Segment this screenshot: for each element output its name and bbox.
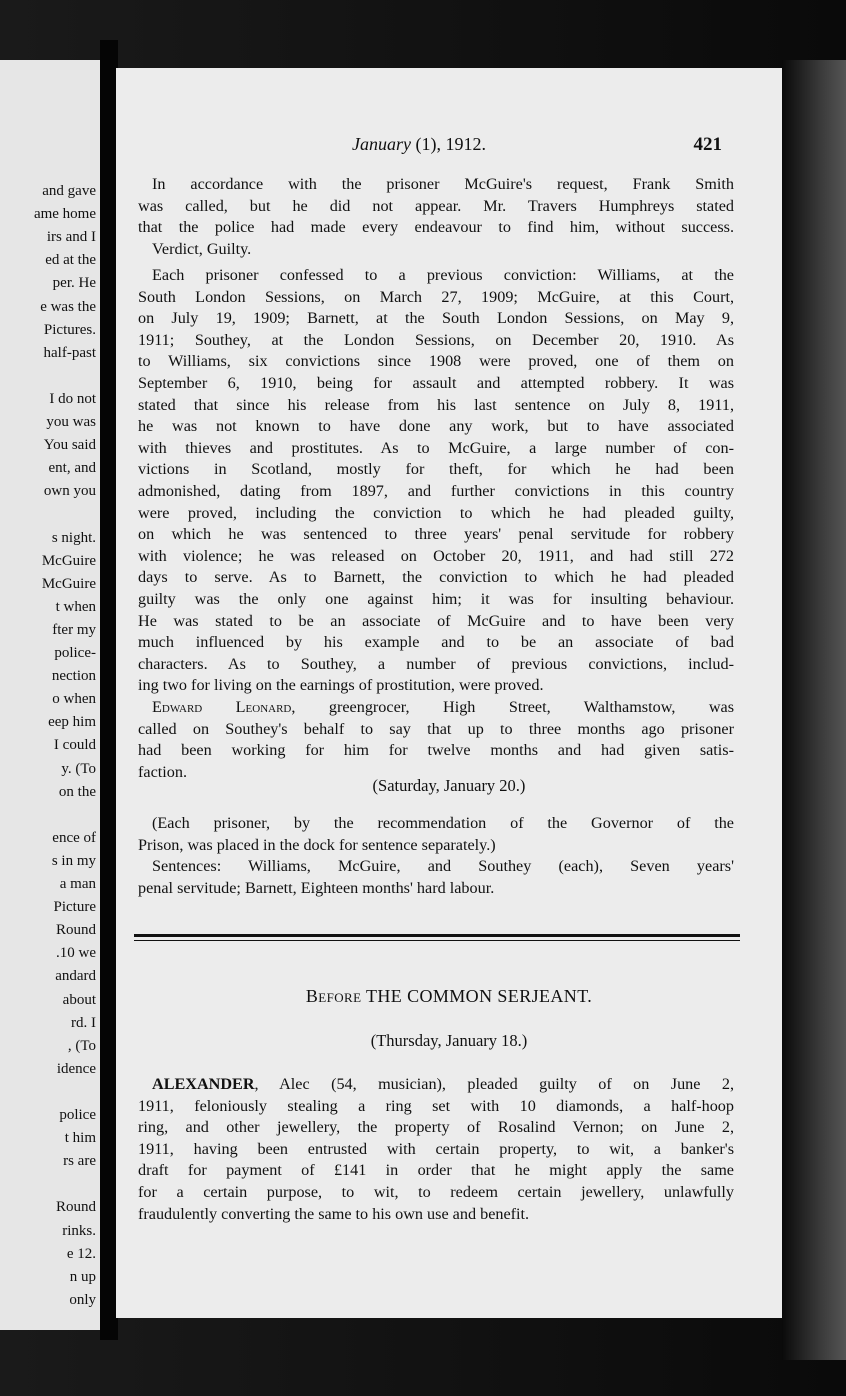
book-page xyxy=(116,68,782,1318)
text-line: on which he was sentenced to three years' penal servitude for robbery xyxy=(138,525,734,544)
text-line: September 6, 1910, being for assault and attempted robbery. It was xyxy=(138,373,734,392)
text-line: on July 19, 1909; Barnett, at the South London Sessions, on May 9, xyxy=(138,309,734,328)
left-page-fragment: McGuire xyxy=(41,575,96,592)
text-line: In accordance with the prisoner McGuire's request, Frank Smith xyxy=(152,175,734,193)
text-line: draft for payment of £141 in order that he might apply the same xyxy=(138,1161,734,1180)
text-line: Prison, was placed in the dock for sentence separately.) xyxy=(138,835,496,854)
paragraph-request xyxy=(138,174,734,260)
text-line: victions in Scotland, mostly for theft, for which he had been xyxy=(138,460,734,479)
text-line: with violence; he was released on October 20, 1911, and had still 272 xyxy=(138,546,734,565)
text-line: admonished, dating from 1897, and further convictions in this country xyxy=(138,481,734,500)
verdict-line: Verdict, Guilty. xyxy=(152,239,252,258)
heading-title: THE COMMON SERJEANT. xyxy=(361,986,593,1006)
left-page-fragment: s night. xyxy=(51,529,96,546)
text-line: guilty was the only one against him; it was for insulting behaviour. xyxy=(138,589,734,608)
paragraph-alexander xyxy=(138,1074,734,1225)
header-date: (1), 1912. xyxy=(410,134,486,154)
left-page-fragment: eep him xyxy=(48,714,96,731)
left-page-fragment: you was xyxy=(46,414,96,430)
text-line: fraudulently converting the same to his own use and benefit. xyxy=(138,1204,530,1223)
left-page-fragment: per. He xyxy=(52,275,96,292)
left-page-fragment: irs and I xyxy=(46,229,96,246)
text-line: He was stated to be an associate of McGuire and to have been very xyxy=(138,611,734,630)
text-line: much influenced by his example and to be an associate of bad xyxy=(138,633,734,652)
left-facing-page xyxy=(0,60,100,1330)
left-page-fragment: idence xyxy=(56,1060,96,1077)
text-line: stated that since his release from his last sentence on July 8, 1911, xyxy=(138,395,734,414)
left-page-fragment: about xyxy=(62,991,96,1008)
section-heading xyxy=(116,986,782,1007)
section-divider-top xyxy=(134,934,740,937)
left-page-fragment: Picture xyxy=(53,899,96,916)
left-page-fragment: ence of xyxy=(52,829,96,846)
left-page-fragment: I do not xyxy=(49,390,96,407)
left-page-fragment: e was the xyxy=(40,298,96,315)
left-page-fragment: n up xyxy=(69,1268,96,1285)
text-line: for a certain purpose, to wit, to redeem certain jewellery, unlawfully xyxy=(138,1182,734,1201)
section-divider-bottom xyxy=(134,940,740,941)
text-line: ring, and other jewellery, the property of Rosalind Vernon; on June 2, xyxy=(138,1118,734,1137)
text-line: called on Southey's behalf to say that up to three months ago prisoner xyxy=(138,719,734,738)
left-page-fragment: , (To xyxy=(67,1037,96,1054)
left-page-fragment: You said xyxy=(43,437,96,454)
text-line: 1911, feloniously stealing a ring set with 10 diamonds, a half-hoop xyxy=(138,1096,734,1115)
left-page-fragment: a man xyxy=(59,876,96,892)
text-line: Sentences: Williams, McGuire, and Southey (each), Seven years' xyxy=(152,857,734,876)
left-page-fragment: ent, and xyxy=(48,460,96,477)
text-line: with thieves and prostitutes. As to McGuire, a large number of con- xyxy=(138,438,734,457)
left-page-fragment: half-past xyxy=(43,344,96,361)
left-page-fragment: rinks. xyxy=(62,1222,96,1239)
left-page-fragment: I could xyxy=(53,737,96,754)
text-line: to Williams, six convictions since 1908 were proved, one of them on xyxy=(138,352,734,371)
text-line: (Each prisoner, by the recommendation of the Governor of the xyxy=(152,814,734,832)
text-line xyxy=(138,697,734,719)
witness-name: Edward Leonard xyxy=(152,698,292,716)
left-page-fragment: police xyxy=(59,1107,96,1123)
left-page-fragment: .10 we xyxy=(56,945,96,962)
left-page-fragment: s in my xyxy=(51,852,96,869)
left-page-fragment: Pictures. xyxy=(43,321,96,338)
header-month: January xyxy=(352,134,411,154)
text-line: was called, but he did not appear. Mr. Travers Humphreys stated xyxy=(138,196,734,215)
left-page-fragment: t when xyxy=(55,598,96,615)
text-line: Each prisoner confessed to a previous conviction: Williams, at the xyxy=(152,266,734,284)
left-page-fragment: o when xyxy=(52,691,96,708)
text-line: penal servitude; Barnett, Eighteen months' hard labour. xyxy=(138,878,495,897)
date-heading-thursday: (Thursday, January 18.) xyxy=(370,1031,528,1050)
text-span: , greengrocer, High Street, Walthamstow, was xyxy=(291,698,734,716)
left-page-fragment: fter my xyxy=(52,621,96,638)
text-span: , Alec (54, musician), pleaded guilty of on June 2, xyxy=(254,1075,734,1093)
left-page-fragment: McGuire xyxy=(41,552,96,569)
left-page-fragment: ed at the xyxy=(45,252,96,269)
heading-prefix: Before xyxy=(305,986,362,1006)
header-title xyxy=(352,134,486,155)
paragraph-witness xyxy=(138,697,734,783)
text-line: South London Sessions, on March 27, 1909; McGuire, at this Court, xyxy=(138,287,734,306)
left-page-fragment: e 12. xyxy=(66,1245,96,1262)
page-number: 421 xyxy=(693,134,722,155)
left-page-fragment: nection xyxy=(51,668,96,685)
text-line: that the police had made every endeavour to find him, without success. xyxy=(138,218,734,237)
left-page-fragment: andard xyxy=(55,968,96,985)
left-page-fragment: only xyxy=(69,1291,96,1308)
defendant-name: ALEXANDER xyxy=(152,1075,255,1093)
date-heading-saturday: (Saturday, January 20.) xyxy=(372,776,526,795)
paragraph-dock xyxy=(138,813,734,899)
text-line: had been working for him for twelve months and had given satis- xyxy=(138,741,734,760)
text-line: 1911; Southey, at the London Sessions, on December 20, 1910. As xyxy=(138,330,734,349)
text-line: 1911, having been entrusted with certain property, to wit, a banker's xyxy=(138,1139,734,1158)
text-line: faction. xyxy=(138,762,187,781)
left-page-fragment: rd. I xyxy=(71,1014,96,1031)
left-page-fragment: ame home xyxy=(33,206,96,223)
text-line: he was not known to have done any work, but to have associated xyxy=(138,417,734,436)
text-line: were proved, including the conviction to which he had pleaded guilty, xyxy=(138,503,734,522)
left-page-fragment: on the xyxy=(58,783,96,800)
paragraph-convictions xyxy=(138,265,734,697)
text-line: ing two for living on the earnings of prostitution, were proved. xyxy=(138,676,544,695)
text-line: characters. As to Southey, a number of previous convictions, includ- xyxy=(138,654,734,673)
left-page-fragment: t him xyxy=(64,1130,96,1147)
left-page-fragment: own you xyxy=(43,483,96,500)
text-line xyxy=(138,1074,734,1096)
left-page-fragment: y. (To xyxy=(61,760,96,777)
running-header xyxy=(116,134,782,156)
page-edge xyxy=(782,60,846,1360)
left-page-fragment: rs are xyxy=(63,1153,96,1170)
left-page-fragment: Round xyxy=(55,922,96,939)
left-page-fragment: Round xyxy=(55,1199,96,1216)
left-page-fragment: and gave xyxy=(42,183,96,199)
left-page-fragment: police- xyxy=(54,645,96,661)
text-line: days to serve. As to Barnett, the conviction to which he had pleaded xyxy=(138,568,734,587)
